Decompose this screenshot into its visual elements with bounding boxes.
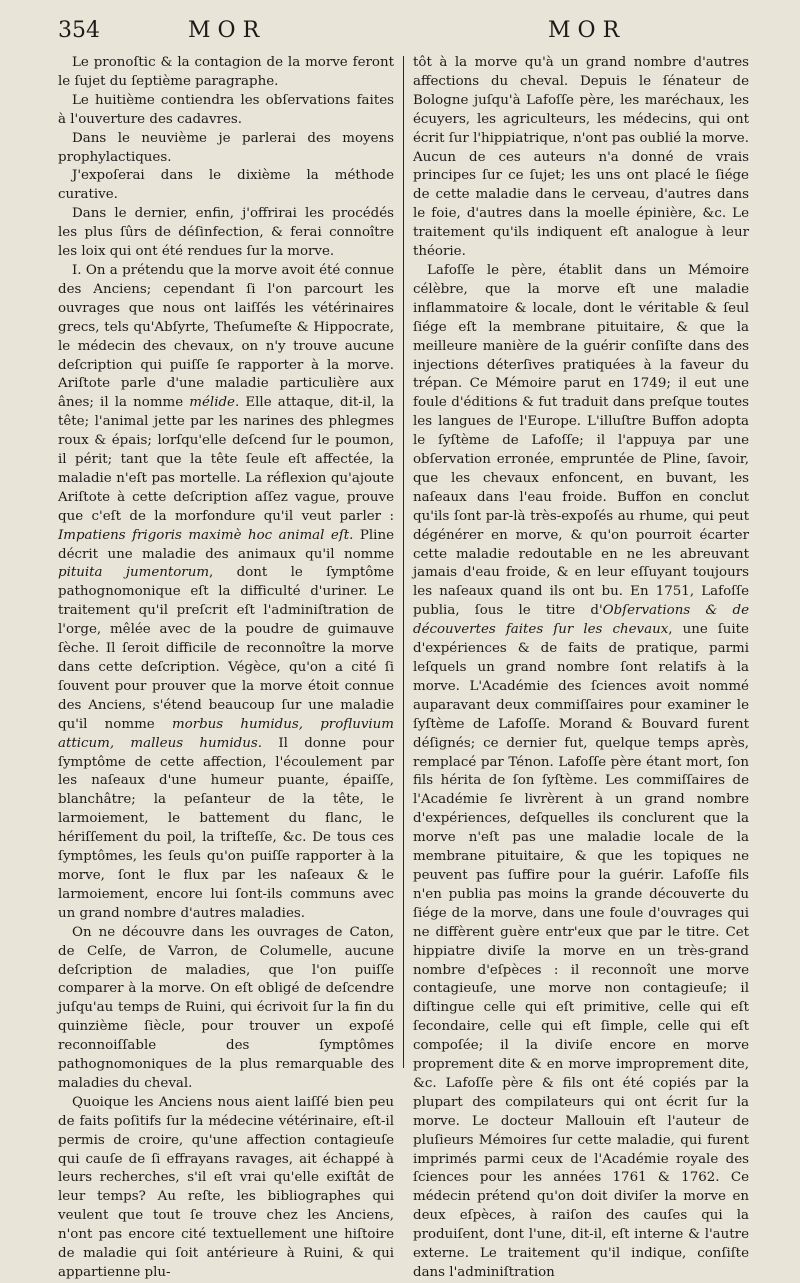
paragraph: Dans le neuvième je parlerai des moyens prophylactiques. [58, 130, 394, 165]
paragraph: Quoique les Anciens nous aient laiſſé bien peu de faits poſitifs ſur la médecine vétérinaire, eſt-il permis de croire, qu'une affection contagieuſe qui cauſe de ſi effrayans ravages, ait échappé à leurs recherches, s'il eſt vrai qu'elle exiſtât de leur temps? Au reſte, les bibliographes qui veulent que tout ſe trouve chez les Anciens, n'ont pas encore cité textuellement une hiſtoire de maladie qui ſoit antérieure à Ruini, & qui appartienne plu- [58, 1094, 394, 1280]
page-header [0, 18, 800, 48]
italic-title: Obſervations & de découvertes faites ſur les chevaux [413, 603, 749, 638]
italic-term: pituita jumentorum [58, 565, 210, 581]
paragraph [58, 262, 394, 924]
paragraph: Le huitième contiendra les obſervations faites à l'ouverture des cadavres. [58, 92, 394, 127]
text-run: I. On a prétendu que la morve avoit été connue des Anciens; cependant ſi l'on parcourt les ouvrages que nous ont laiſſés les vétérinaires grecs, tels qu'Abſyrte, Theſumeſte & Hippocrate, le médecin des chevaux, on n'y trouve aucune deſcription qui puiſſe ſe rapporter à la morve. Ariſtote parle d'une maladie particulière aux ânes; il la nomme [58, 262, 394, 411]
italic-quote: Impatiens frigoris maximè hoc animal eſt. [58, 527, 354, 543]
running-head-right: MOR [548, 18, 627, 43]
running-head-left: MOR [188, 18, 267, 43]
page-number: 354 [58, 18, 100, 43]
right-column [413, 54, 749, 1283]
text-run: Pline décrit une maladie des animaux qu'il nomme [58, 527, 394, 562]
italic-term: mélide [189, 395, 235, 411]
paragraph: Le pronoſtic & la contagion de la morve feront le ſujet du ſeptième paragraphe. [58, 55, 394, 89]
paragraph: Dans le dernier, enfin, j'offrirai les procédés les plus ſûrs de déſinfection, & ferai connoître les loix qui ont été rendues ſur la morve. [58, 206, 394, 260]
text-run: , une ſuite d'expériences & de faits de pratique, parmi leſquels un grand nombre ſont relatifs à la morve. L'Académie des ſciences avoit nommé auparavant deux commiſſaires pour examiner le ſyſtème de Lafoſſe. Morand & Bouvard furent déſignés; ce dernier fut, quelque temps après, remplacé par Ténon. Lafoſſe père étant mort, ſon fils hérita de ſon ſyſtème. Les commiſſaires de l'Académie ſe livrèrent à un grand nombre d'expériences, deſquelles ils conclurent que la morve n'eſt pas une maladie locale de la membrane pituitaire, & que les topiques ne peuvent pas ſuffire pour la guérir. Lafoſſe fils n'en publia pas moins la grande découverte du ſiége de la morve, dans une foule d'ouvrages qui ne diffèrent guère entr'eux que par le titre. Cet hippiatre diviſe la morve en un très-grand nombre d'eſpèces : il reconnoît une morve contagieuſe, une morve non contagieuſe; il diſtingue celle qui eſt primitive, celle qui eſt ſecondaire, celle qui eſt ſimple, celle qui eſt compoſée; il la diviſe encore en morve proprement dite & en morve improprement dite, &c. Lafoſſe père & fils ont été copiés par la plupart des compilateurs qui ont écrit ſur la morve. Le docteur Mallouin eſt l'auteur de pluſieurs Mémoires ſur cette maladie, qui furent imprimés parmi ceux de l'Académie royale des ſciences pour les années 1761 & 1762. Ce médecin prétend qu'on doit diviſer la morve en deux eſpèces, à raiſon des cauſes qui la produiſent, dont l'une, dit-il, eſt interne & l'autre externe. Le traitement qu'il indique, conſiſte dans l'adminiſtration [413, 622, 749, 1280]
text-run: Lafoſſe le père, établit dans un Mémoire célèbre, que la morve eſt une maladie inflammatoire & locale, dont le véritable & ſeul ſiége eſt la membrane pituitaire, & que la meilleure manière de la guérir conſiſte dans des injections déterſives pratiquées à la faveur du trépan. Ce Mémoire parut en 1749; il eut une foule d'éditions & fut traduit dans preſque toutes les langues de l'Europe. L'illuſtre Buffon adopta le ſyſtème de Lafoſſe; il l'appuya par une obſervation erronée, empruntée de Pline, ſavoir, que les chevaux enfoncent, en buvant, les naſeaux dans l'eau froide. Buffon en conclut qu'ils ſont par-là très-expoſés au rhume, qui peut dégénérer en morve, & qu'on pourroit écarter cette maladie redoutable en ne les abreuvant jamais d'eau froide, & en leur eſſuyant toujours les naſeaux quand ils ont bu. En 1751, Lafoſſe publia, ſous le titre d' [413, 262, 749, 619]
paragraph: tôt à la morve qu'à un grand nombre d'autres affections du cheval. Depuis le ſénateur de Bologne juſqu'à Lafoſſe père, les maréchaux, les écuyers, les agriculteurs, les médecins, qui ont écrit ſur l'hippiatrique, n'ont pas oublié la morve. Aucun de ces auteurs n'a donné de vrais principes ſur ce ſujet; les uns ont placé le ſiége de cette maladie dans le cerveau, d'autres dans le foie, d'autres dans la moelle épinière, &c. Le traitement qu'ils indiquent eſt analogue à leur théorie. [413, 55, 749, 260]
left-column [58, 54, 394, 1283]
text-run: Il donne pour ſymptôme de cette affection, l'écoulement par les naſeaux d'une humeur puante, épaiſſe, blanchâtre; la peſanteur de la tête, le larmoiement, le battement du flanc, le hériſſement du poil, la triſteſſe, &c. De tous ces ſymptômes, les ſeuls qu'on puiſſe rapporter à la morve, ſont le flux par les naſeaux & le larmoiement, encore lui ſont-ils communs avec un grand nombre d'autres maladies. [58, 735, 394, 921]
text-run: . Elle attaque, dit-il, la tête; l'animal jette par les narines des phlegmes roux & épais; lorſqu'elle deſcend ſur le poumon, il périt; tant que la tête ſeule eſt affectée, la maladie n'eſt pas mortelle. La réflexion qu'ajoute Ariſtote à cette deſcription aſſez vague, prouve que c'eſt de la morfondure qu'il veut parler : [58, 395, 394, 524]
paragraph [413, 262, 749, 1283]
italic-term: morbus humidus, profluvium atticum, malleus humidus. [58, 716, 394, 751]
paragraph: J'expoſerai dans le dixième la méthode curative. [58, 168, 394, 203]
paragraph: On ne découvre dans les ouvrages de Caton, de Celſe, de Varron, de Columelle, aucune deſcription de maladies, que l'on puiſſe comparer à la morve. On eſt obligé de deſcendre juſqu'au temps de Ruini, qui écrivoit ſur la fin du quinzième ſiècle, pour trouver un expoſé reconnoiſſable des ſymptômes pathognomoniques de la plus remarquable des maladies du cheval. [58, 924, 394, 1091]
column-divider [403, 56, 404, 1068]
text-run: , dont le ſymptôme pathognomonique eſt la difficulté d'uriner. Le traitement qu'il preſcrit eſt l'adminiſtration de l'orge, mêlée avec de la poudre de guimauve ſèche. Il ſeroit difficile de reconnoître la morve dans cette deſcription. Végèce, qu'on a cité ſi ſouvent pour prouver que la morve étoit connue des Anciens, s'étend beaucoup ſur une maladie qu'il nomme [58, 565, 394, 732]
